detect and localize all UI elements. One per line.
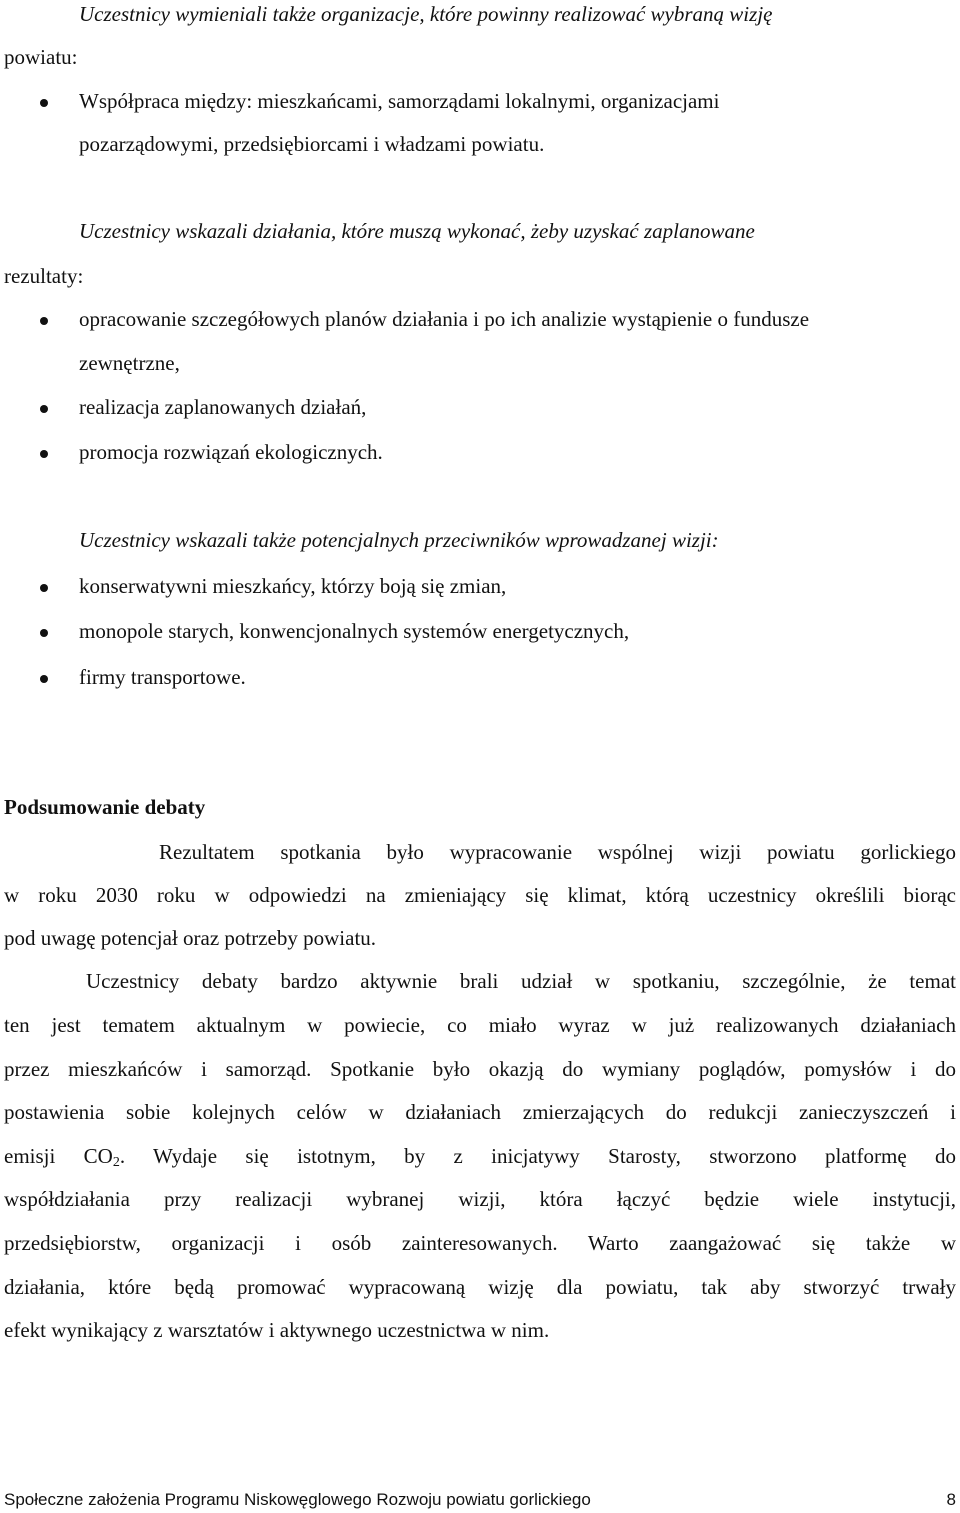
bullet-icon — [40, 450, 48, 458]
section2-bullet2: realizacja zaplanowanych działań, — [79, 395, 367, 419]
section1-bullet1-line2: pozarządowymi, przedsiębiorcami i władzami powiatu. — [79, 132, 545, 156]
page-number: 8 — [946, 1490, 956, 1509]
summary-p2-line4: postawienia sobie kolejnych celów w działaniach zmierzających do redukcji zanieczyszczeń i — [4, 1100, 956, 1124]
bullet-icon — [40, 99, 48, 107]
section2-bullet1-line2: zewnętrzne, — [79, 351, 180, 375]
summary-p2-line9: efekt wynikający z warsztatów i aktywnego uczestnictwa w nim. — [4, 1318, 550, 1342]
bullet-icon — [40, 584, 48, 592]
summary-p1-line1: Rezultatem spotkania było wypracowanie wspólnej wizji powiatu gorlickiego — [159, 840, 956, 864]
bullet-icon — [40, 317, 48, 325]
section3-bullet1: konserwatywni mieszkańcy, którzy boją się zmian, — [79, 574, 507, 598]
bullet-icon — [40, 675, 48, 683]
section3-bullet2: monopole starych, konwencjonalnych systemów energetycznych, — [79, 619, 630, 643]
co2-subscript: 2 — [112, 1155, 120, 1170]
page-footer — [4, 1491, 956, 1508]
section1-bullet1-line1: Współpraca między: mieszkańcami, samorządami lokalnymi, organizacjami — [79, 89, 720, 113]
summary-p2-line5-end: . Wydaje się istotnym, by z inicjatywy Starosty, stworzono platformę do — [119, 1144, 956, 1168]
footer-title: Społeczne założenia Programu Niskowęglowego Rozwoju powiatu gorlickiego — [4, 1490, 591, 1509]
bullet-icon — [40, 629, 48, 637]
section2-bullet3: promocja rozwiązań ekologicznych. — [79, 440, 383, 464]
summary-p2-line3: przez mieszkańców i samorząd. Spotkanie było okazją do wymiany poglądów, pomysłów i do — [4, 1057, 956, 1081]
section2-bullet1-line1: opracowanie szczegółowych planów działania i po ich analizie wystąpienie o fundusze — [79, 307, 810, 331]
bullet-icon — [40, 405, 48, 413]
summary-p2-line1: Uczestnicy debaty bardzo aktywnie brali udział w spotkaniu, szczególnie, że temat — [86, 969, 956, 993]
section2-intro-line1: Uczestnicy wskazali działania, które muszą wykonać, żeby uzyskać zaplanowane — [79, 219, 755, 243]
section3-bullet3: firmy transportowe. — [79, 665, 246, 689]
section3-intro: Uczestnicy wskazali także potencjalnych przeciwników wprowadzanej wizji: — [79, 528, 719, 552]
summary-p2-line5-start: emisji CO — [4, 1144, 113, 1168]
summary-p1-line2: w roku 2030 roku w odpowiedzi na zmieniający się klimat, którą uczestnicy określili biorąc — [4, 883, 956, 907]
summary-p2-line8: działania, które będą promować wypracowaną wizję dla powiatu, tak aby stworzyć trwały — [4, 1275, 956, 1299]
section2-intro-line2: rezultaty: — [4, 264, 84, 288]
section1-intro-line2: powiatu: — [4, 45, 78, 69]
summary-p2-line6: współdziałania przy realizacji wybranej wizji, która łączyć będzie wiele instytucji, — [4, 1187, 956, 1211]
summary-p2-line2: ten jest tematem aktualnym w powiecie, co miało wyraz w już realizowanych działaniach — [4, 1013, 956, 1037]
summary-p2-line7: przedsiębiorstw, organizacji i osób zainteresowanych. Warto zaangażować się także w — [4, 1231, 956, 1255]
summary-p1-line3: pod uwagę potencjał oraz potrzeby powiatu. — [4, 926, 377, 950]
summary-heading: Podsumowanie debaty — [4, 795, 206, 819]
section1-intro-line1: Uczestnicy wymieniali także organizacje, które powinny realizować wybraną wizję — [79, 2, 773, 26]
summary-p2-line5 — [4, 1144, 956, 1170]
